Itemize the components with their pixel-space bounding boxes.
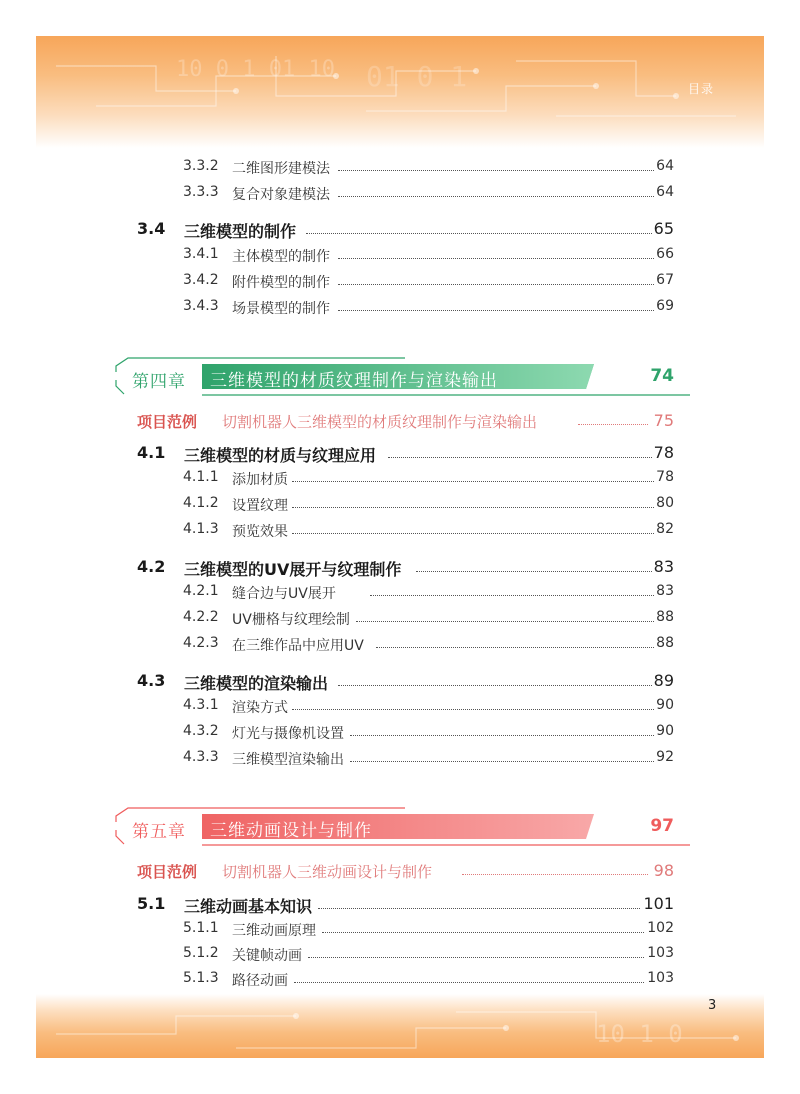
dot-leader [370,595,654,596]
chapter-label: 第五章 [132,822,186,842]
dot-leader [356,621,654,622]
dot-leader [376,647,654,648]
dot-leader [292,709,654,710]
dot-leader [338,310,654,311]
chapter-label: 第四章 [132,372,186,392]
svg-text:10 1 0: 10 1 0 [596,1020,683,1048]
dot-leader [338,685,652,686]
footer-band [36,994,764,1058]
toc-page: 10 0 1 01 10 01 0 1 目录 3.3.2 二维图形建模法 64 3.3.3 复合对象建模法 64 3.4 三维模型的制作 65 3.4.1 主体模型的制作 66 3.4.2 附件模型的制作 67 3.4.3 场景模型的制作 69 第四章 三维模型的材质纹理制作与渲染输出 74 项目范例 切割机器人三维模型的材质纹理制作与渲染输出 75 4.1 三维模型的材质与纹理应用 78 4.1.1 添加材质 78 4.1.2 设置纹理 80 4.1.3 预览效果 82 4.2 三维模型的UV展开与纹理制作 83 4.2.1 缝合边与UV展开 83 4.2.2 UV栅格与纹理绘制 88 4.2.3 在三维作品中应用UV 88 4.3 三维模型的渲染输出 89 4.3.1 渲染方式 90 4.3.2 灯光与摄像机设置 90 4.3.3 三维模型渲染输出 92 第五章 三维动画设计与制作 97 项目范例 切割机器人三维动画设计与制作 98 5.1 三维动画基本知识 101 5.1.1 三维动画原理 102 5.1.2 关键帧动画 103 5.1.3 路径动画 103 10 1 0 3 [0,0,800,1094]
svg-text:10 0 1 01 10: 10 0 1 01 10 [176,57,335,82]
dot-leader [350,761,654,762]
dot-leader [294,982,644,983]
chapter-page: 74 [650,366,674,386]
chapter-5-banner[interactable] [110,800,690,850]
dot-leader [338,170,654,171]
dot-leader [292,481,654,482]
dot-leader [416,571,652,572]
header-title: 目录 [687,82,714,96]
dot-leader [306,233,652,234]
circuit-pattern-icon [36,994,764,1058]
dot-leader [338,258,654,259]
dot-leader [322,932,644,933]
dot-leader [578,424,648,425]
dot-leader [388,457,652,458]
circuit-pattern-icon [36,36,764,148]
dot-leader [318,908,640,909]
dot-leader [292,507,654,508]
dot-leader [350,735,654,736]
dot-leader [292,533,654,534]
chapter-4-banner[interactable] [110,350,690,400]
dot-leader [338,196,654,197]
page-number: 3 [708,998,717,1013]
dot-leader [308,957,644,958]
svg-text:01 0 1: 01 0 1 [366,60,468,93]
chapter-title: 三维动画设计与制作 [210,821,372,841]
chapter-page: 97 [650,816,674,836]
header-band [36,36,764,148]
chapter-title: 三维模型的材质纹理制作与渲染输出 [210,371,498,391]
dot-leader [462,874,648,875]
dot-leader [338,284,654,285]
chapter-bracket-icon [110,800,690,850]
